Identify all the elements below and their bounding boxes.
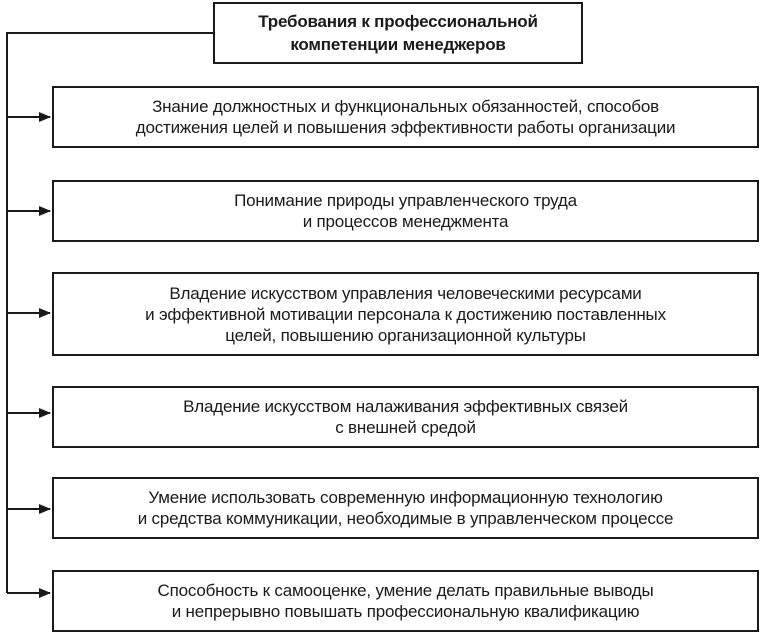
requirement-text-line: с внешней средой [335, 418, 476, 437]
requirement-text-line: Способность к самооценке, умение делать правильные выводы [157, 581, 654, 600]
title-line: компетенции менеджеров [290, 35, 506, 54]
requirement-text-line: Умение использовать современную информационную технологию [148, 488, 663, 507]
requirement-text-line: достижения целей и повышения эффективности работы организации [135, 118, 676, 137]
requirement-box-information-technology [52, 477, 759, 539]
requirement-box-hr-management [52, 272, 759, 356]
title-box [213, 2, 583, 64]
requirement-text-line: Владение искусством управления человеческими ресурсами [169, 283, 642, 303]
requirement-text-line: и эффективной мотивации персонала к достижению поставленных [145, 304, 666, 324]
requirement-box-self-assessment [52, 570, 759, 632]
requirement-text-line: и непрерывно повышать профессиональную квалификацию [171, 602, 640, 621]
requirement-box-knowledge [52, 86, 759, 148]
requirement-text-line: Понимание природы управленческого труда [234, 191, 577, 210]
requirement-text-line: Знание должностных и функциональных обязанностей, способов [152, 97, 659, 116]
requirement-text-line: целей, повышению организационной культуры [225, 325, 586, 345]
requirement-box-understanding [52, 180, 759, 242]
requirement-text-line: и средства коммуникации, необходимые в управленческом процессе [137, 509, 674, 528]
requirement-text-line: Владение искусством налаживания эффективных связей [183, 397, 628, 416]
requirement-text-line: и процессов менеджмента [302, 212, 509, 231]
requirement-box-external-relations [52, 386, 759, 448]
title-line: Требования к профессиональной [258, 12, 538, 31]
